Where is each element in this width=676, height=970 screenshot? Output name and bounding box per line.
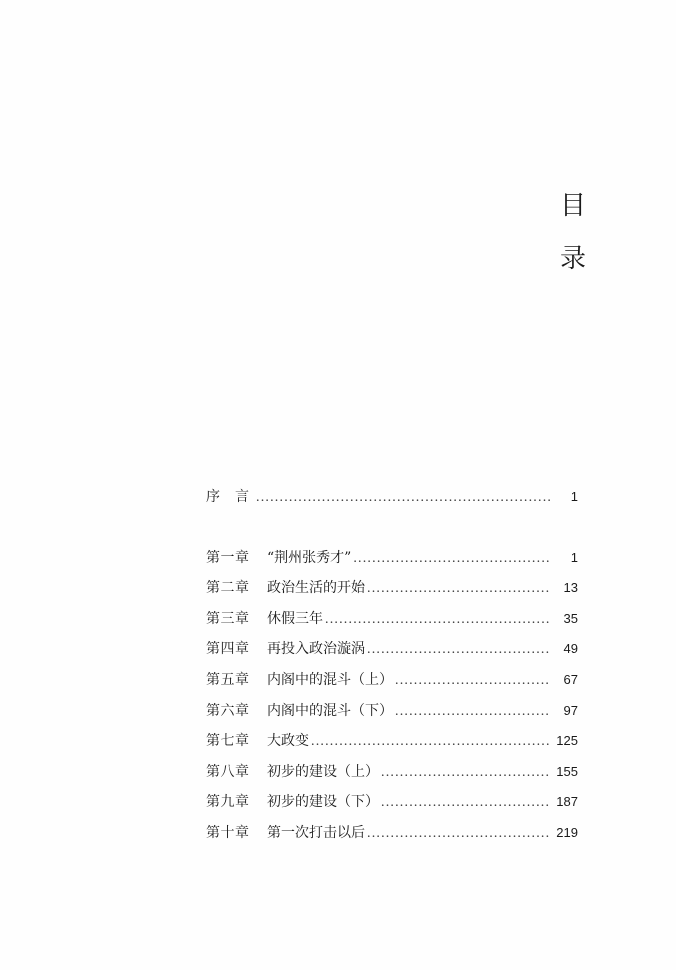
- toc-chapter-number: 第二章: [206, 580, 250, 597]
- toc-entry-chapter-5[interactable]: [206, 665, 578, 696]
- toc-leader-dots: [311, 727, 550, 758]
- toc-chapter-title: 初步的建设（上）: [267, 763, 379, 780]
- toc-entry-chapter-6[interactable]: [206, 696, 578, 727]
- toc-chapter-title: 内阁中的混斗（下）: [267, 702, 393, 719]
- toc-leader-dots: [367, 574, 550, 605]
- toc-leader-dots: [367, 635, 550, 666]
- toc-chapter-title: 大政变: [267, 733, 309, 750]
- toc-chapter-title: “荆州张秀才”: [267, 549, 352, 566]
- toc-page-number: 67: [563, 671, 578, 687]
- toc-entry-chapter-4[interactable]: [206, 634, 578, 665]
- toc-page-number: 1: [570, 549, 578, 565]
- toc-page-number: 97: [563, 702, 578, 718]
- toc-leader-dots: [256, 483, 550, 514]
- toc-leader-dots: [395, 666, 550, 697]
- toc-entry-chapter-2[interactable]: [206, 573, 578, 604]
- toc-entry-chapter-1[interactable]: [206, 543, 578, 574]
- toc-page-number: 49: [563, 641, 578, 657]
- toc-chapter-title: 第一次打击以后: [267, 824, 365, 841]
- page-title: [553, 180, 593, 286]
- toc-preface-label: 序 言: [206, 489, 250, 505]
- toc-chapter-title: 政治生活的开始: [267, 580, 365, 597]
- table-of-contents: [206, 482, 578, 849]
- toc-leader-dots: [325, 605, 550, 636]
- toc-page-number: 125: [556, 733, 578, 749]
- toc-chapter-number: 第一章: [206, 549, 250, 566]
- toc-chapter-title: 休假三年: [267, 610, 323, 627]
- toc-chapter-title: 初步的建设（下）: [267, 794, 379, 811]
- toc-leader-dots: [381, 758, 550, 789]
- toc-entry-chapter-8[interactable]: [206, 757, 578, 788]
- toc-page-number: 155: [556, 763, 578, 779]
- toc-page-number: 219: [556, 824, 578, 840]
- toc-leader-dots: [353, 544, 550, 575]
- toc-chapter-number: 第十章: [206, 824, 250, 841]
- toc-page-number: 35: [563, 610, 578, 626]
- toc-entry-chapter-3[interactable]: [206, 604, 578, 635]
- toc-entry-preface[interactable]: [206, 482, 578, 513]
- toc-chapter-number: 第五章: [206, 671, 250, 688]
- page-title-char-1: 目: [559, 191, 586, 221]
- toc-chapter-number: 第六章: [206, 702, 250, 719]
- toc-leader-dots: [367, 819, 550, 850]
- toc-page-number: 1: [570, 489, 578, 504]
- toc-chapter-title: 再投入政治漩涡: [267, 641, 365, 658]
- toc-entry-chapter-10[interactable]: [206, 818, 578, 849]
- page-title-char-2: 录: [559, 244, 586, 274]
- toc-page-number: 187: [556, 794, 578, 810]
- toc-leader-dots: [381, 788, 550, 819]
- toc-chapter-number: 第四章: [206, 641, 250, 658]
- toc-chapter-number: 第七章: [206, 733, 250, 750]
- toc-chapter-number: 第三章: [206, 610, 250, 627]
- toc-chapter-number: 第八章: [206, 763, 250, 780]
- toc-leader-dots: [395, 697, 550, 728]
- toc-page-number: 13: [563, 580, 578, 596]
- toc-chapter-title: 内阁中的混斗（上）: [267, 671, 393, 688]
- toc-entry-chapter-7[interactable]: [206, 726, 578, 757]
- toc-chapter-number: 第九章: [206, 794, 250, 811]
- toc-entry-chapter-9[interactable]: [206, 787, 578, 818]
